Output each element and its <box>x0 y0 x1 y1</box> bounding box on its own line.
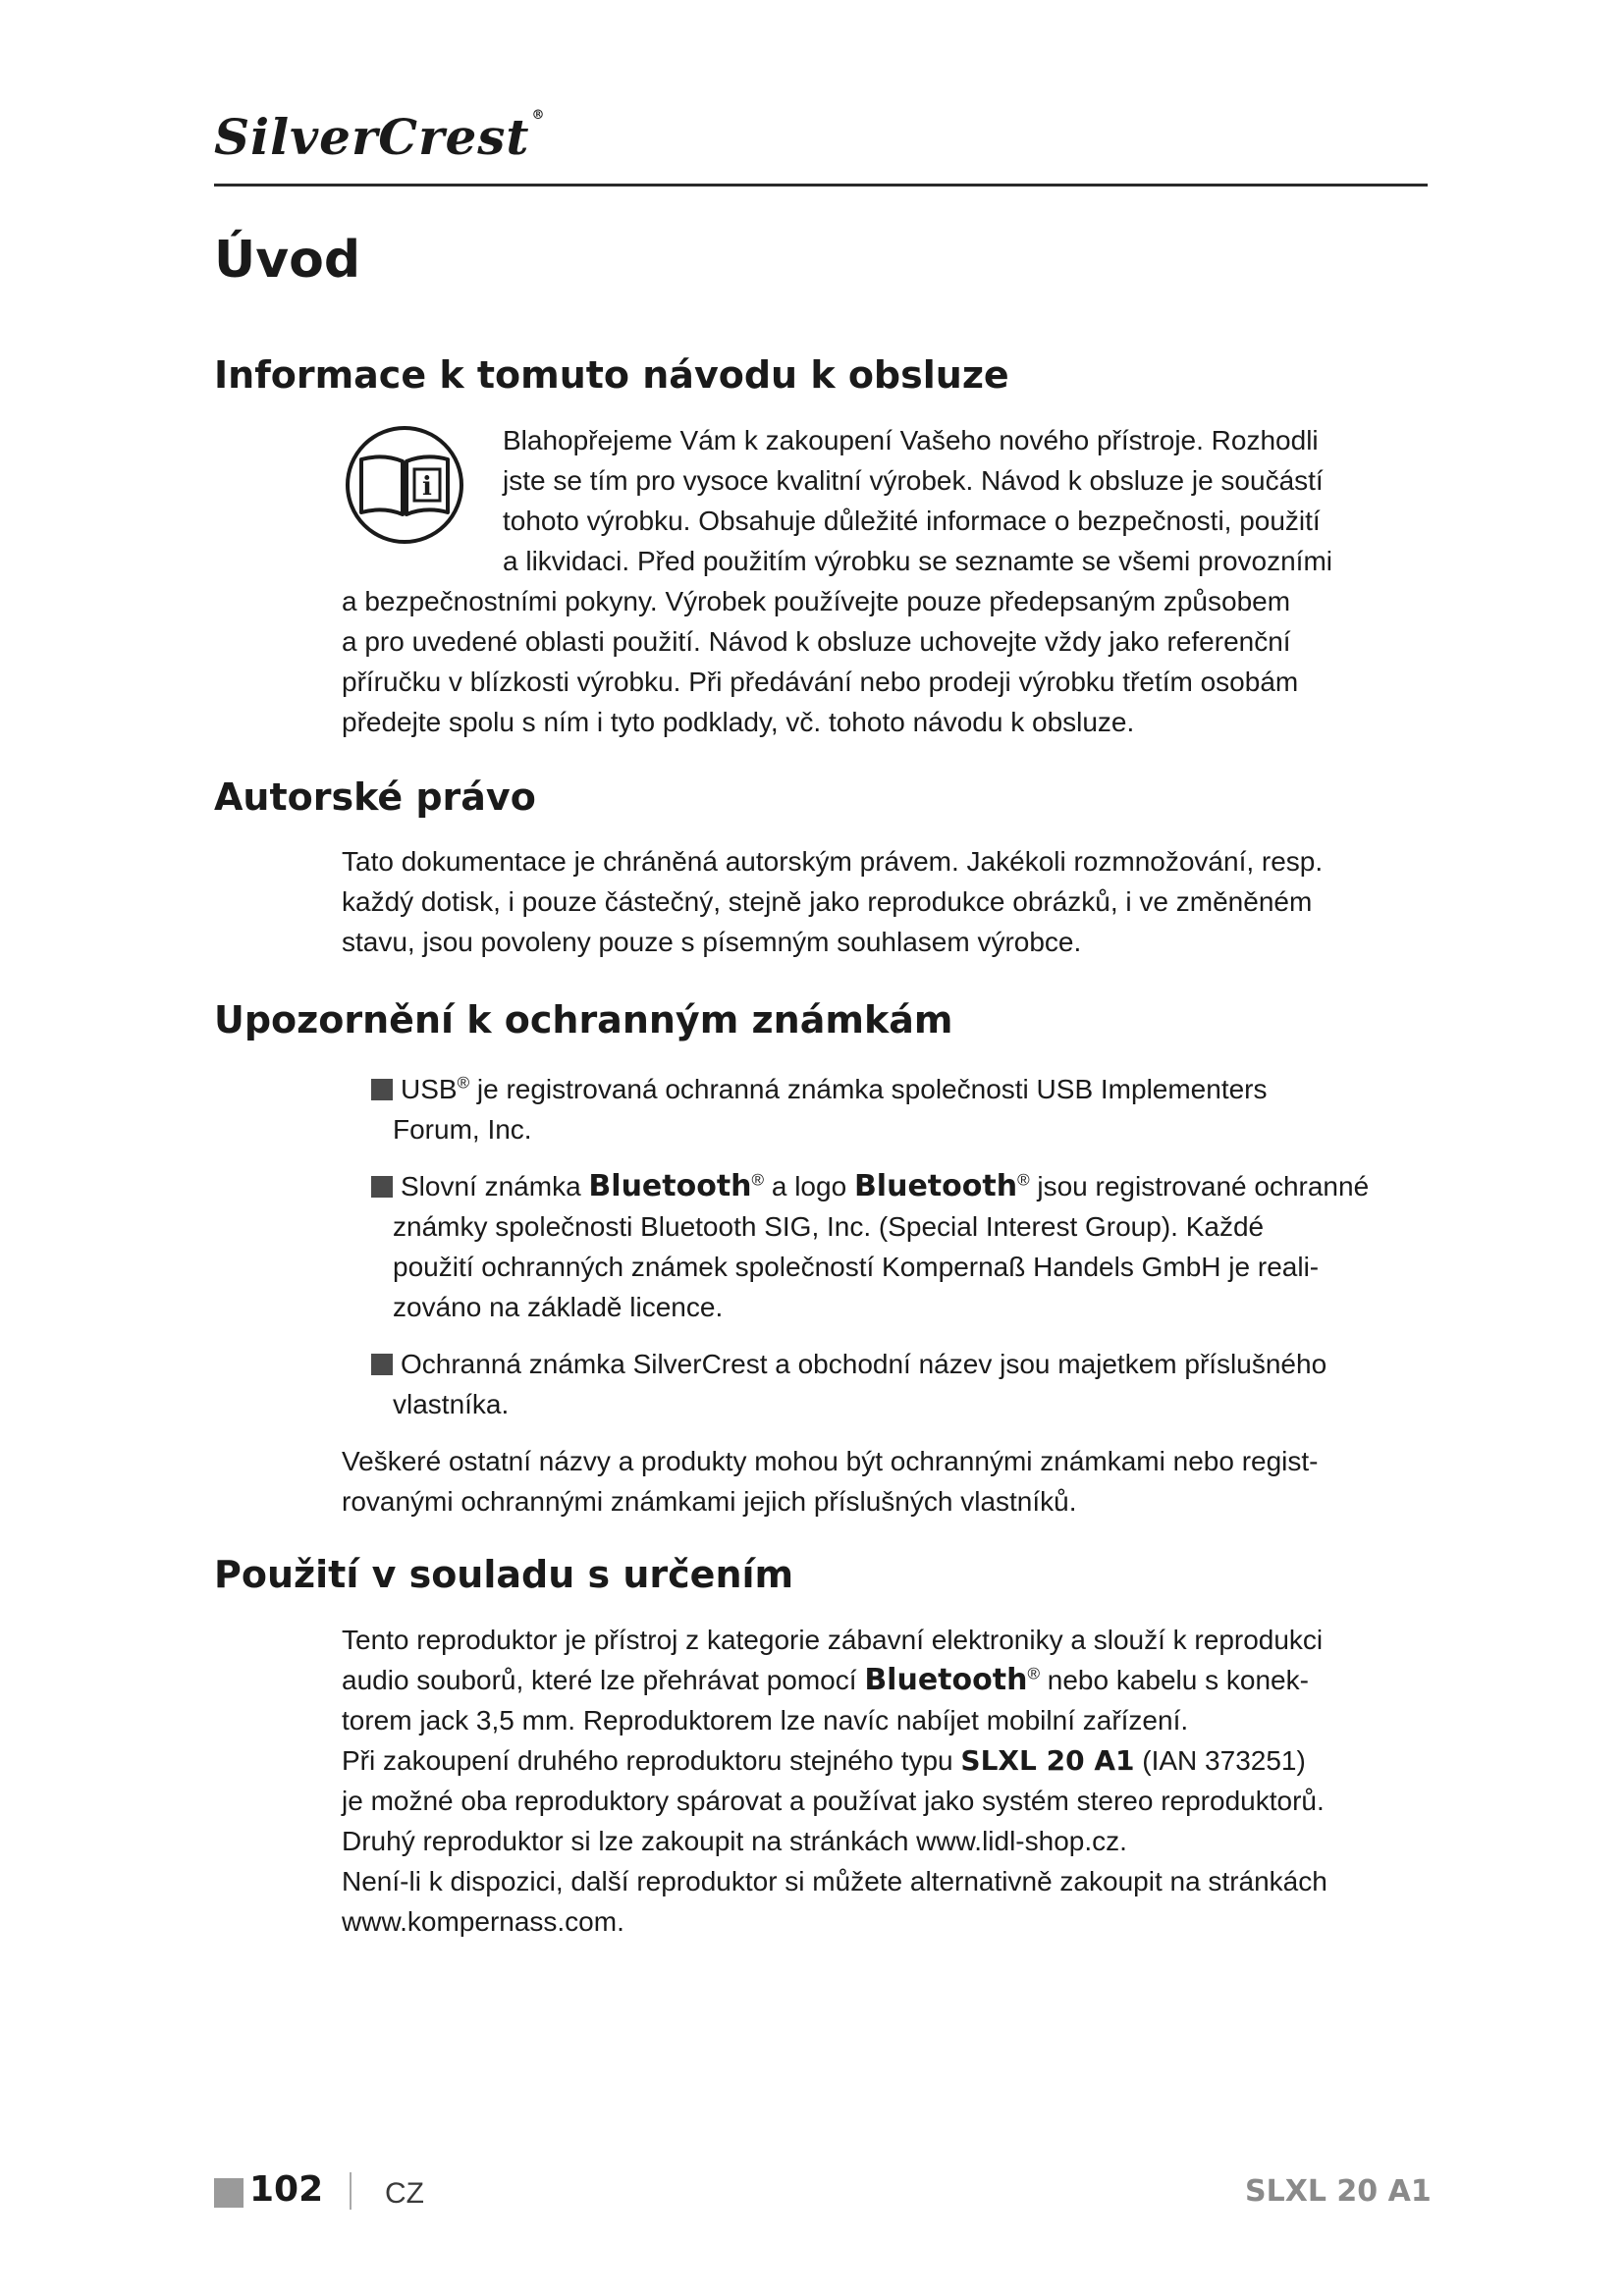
trademark-bullet-bluetooth-line-4: zováno na základě licence. <box>393 1292 724 1322</box>
footer-square-icon <box>214 2178 244 2208</box>
copyright-line-1: Tato dokumentace je chráněná autorským právem. Jakékoli rozmnožování, resp. <box>342 846 1324 877</box>
footer-model: SLXL 20 A1 <box>1245 2174 1432 2209</box>
usage-line-5: je možné oba reproduktory spárovat a používat jako systém stereo reproduktorů. <box>342 1786 1325 1816</box>
section-heading-usage: Použití v souladu s určením <box>214 1553 794 1596</box>
model-name: SLXL 20 A1 <box>960 1744 1135 1777</box>
section-heading-copyright: Autorské právo <box>214 775 536 819</box>
bullet-square-icon <box>371 1176 393 1198</box>
brand-logo-text: SilverCrest <box>214 108 530 166</box>
bluetooth-wordmark: Bluetooth <box>588 1169 752 1203</box>
usage-line-6: Druhý reproduktor si lze zakoupit na stránkách www.lidl-shop.cz. <box>342 1826 1127 1856</box>
registered-mark: ® <box>531 108 546 123</box>
info-line-7: příručku v blízkosti výrobku. Při předávání nebo prodeji výrobku třetím osobám <box>342 667 1299 697</box>
trademark-note-line-1: Veškeré ostatní názvy a produkty mohou být ochrannými známkami nebo regist- <box>342 1446 1319 1476</box>
info-manual-icon <box>344 424 465 546</box>
language-code: CZ <box>385 2177 424 2210</box>
info-line-5: a bezpečnostními pokyny. Výrobek používejte pouze předepsaným způsobem <box>342 586 1291 616</box>
trademark-bullet-bluetooth: Slovní známka Bluetooth® a logo Bluetooth® jsou registrované ochranné <box>371 1166 1369 1206</box>
trademark-bullet-silvercrest-line-2: vlastníka. <box>393 1389 510 1419</box>
info-line-1: Blahopřejeme Vám k zakoupení Vašeho nového přístroje. Rozhodli <box>503 425 1319 455</box>
usage-line-2: audio souborů, které lze přehrávat pomocí Bluetooth® nebo kabelu s konek- <box>342 1663 1309 1697</box>
info-line-3: tohoto výrobku. Obsahuje důležité informace o bezpečnosti, použití <box>503 506 1321 536</box>
trademark-bullet-bluetooth-line-3: použití ochranných známek společností Kompernaß Handels GmbH je reali- <box>393 1252 1320 1282</box>
trademark-bullet-usb-line-2: Forum, Inc. <box>393 1114 532 1145</box>
bullet-square-icon <box>371 1354 393 1375</box>
info-line-4: a likvidaci. Před použitím výrobku se seznamte se všemi provozními <box>503 546 1332 576</box>
info-line-6: a pro uvedené oblasti použití. Návod k obsluze uchovejte vždy jako referenční <box>342 626 1291 657</box>
copyright-line-2: každý dotisk, i pouze částečný, stejně jako reprodukce obrázků, i ve změněném <box>342 886 1313 917</box>
usage-line-7: Není-li k dispozici, další reproduktor si můžete alternativně zakoupit na stránkách <box>342 1866 1327 1896</box>
trademark-bullet-bluetooth-line-2: známky společnosti Bluetooth SIG, Inc. (Special Interest Group). Každé <box>393 1211 1265 1242</box>
usage-line-3: torem jack 3,5 mm. Reproduktorem lze navíc nabíjet mobilní zařízení. <box>342 1705 1189 1735</box>
info-line-8: předejte spolu s ním i tyto podklady, vč. tohoto návodu k obsluze. <box>342 707 1135 737</box>
page-number: 102 <box>249 2169 324 2210</box>
page-title: Úvod <box>214 231 361 290</box>
brand-logo <box>214 108 546 166</box>
trademark-bullet-usb: USB® je registrovaná ochranná známka společnosti USB Implementers <box>371 1069 1268 1109</box>
section-heading-info: Informace k tomuto návodu k obsluze <box>214 353 1009 397</box>
header-rule <box>214 184 1428 187</box>
footer-separator <box>350 2172 352 2210</box>
info-line-2: jste se tím pro vysoce kvalitní výrobek. Návod k obsluze je součástí <box>503 465 1324 496</box>
bluetooth-logo-wordmark: Bluetooth <box>853 1169 1018 1203</box>
copyright-line-3: stavu, jsou povoleny pouze s písemným souhlasem výrobce. <box>342 927 1082 957</box>
trademark-note-line-2: rovanými ochrannými známkami jejich příslušných vlastníků. <box>342 1486 1077 1517</box>
bullet-square-icon <box>371 1079 393 1100</box>
usage-line-4: Při zakoupení druhého reproduktoru stejného typu SLXL 20 A1 (IAN 373251) <box>342 1744 1306 1777</box>
usage-line-1: Tento reproduktor je přístroj z kategorie zábavní elektroniky a slouží k reprodukci <box>342 1625 1324 1655</box>
section-heading-trademarks: Upozornění k ochranným známkám <box>214 998 953 1041</box>
svg-text:i: i <box>422 472 432 502</box>
bluetooth-wordmark: Bluetooth <box>864 1663 1028 1697</box>
usage-line-8: www.kompernass.com. <box>342 1906 624 1937</box>
trademark-bullet-silvercrest: Ochranná známka SilverCrest a obchodní název jsou majetkem příslušného <box>371 1344 1326 1384</box>
